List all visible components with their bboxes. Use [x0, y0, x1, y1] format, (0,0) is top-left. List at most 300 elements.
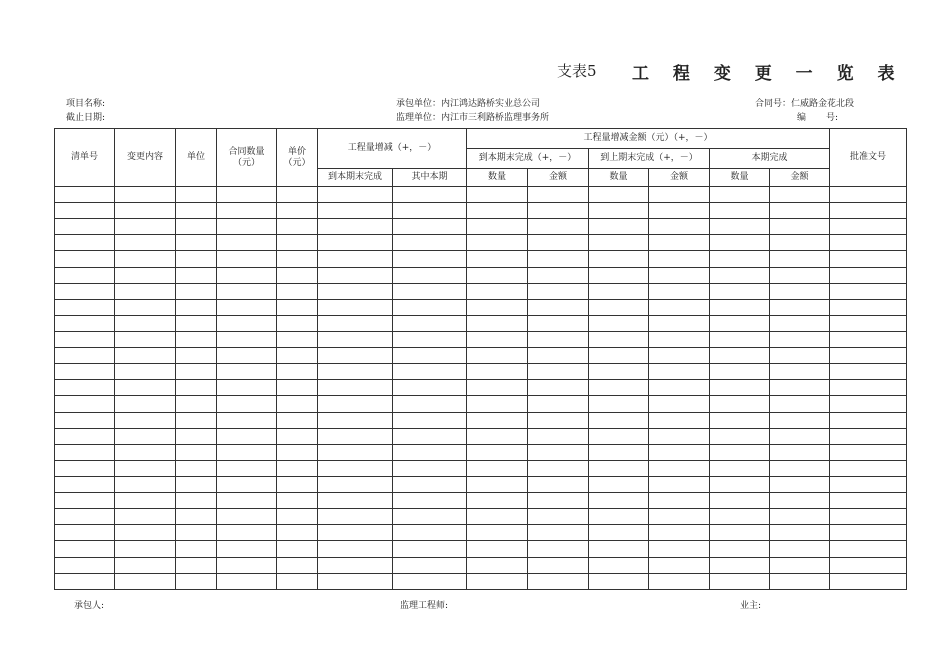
table-cell — [55, 396, 115, 412]
table-cell — [176, 444, 217, 460]
table-cell — [277, 203, 318, 219]
table-cell — [467, 267, 528, 283]
form-number: 支表5 — [557, 62, 597, 80]
cutoff-date-label: 截止日期: — [66, 113, 106, 123]
table-cell — [217, 509, 277, 525]
table-cell — [115, 525, 176, 541]
table-cell — [318, 331, 393, 347]
table-cell — [770, 444, 830, 460]
table-cell — [649, 219, 710, 235]
table-cell — [528, 573, 589, 589]
table-cell — [770, 380, 830, 396]
header-quantity: 数量 — [589, 169, 649, 187]
table-row — [55, 380, 907, 396]
table-cell — [589, 348, 649, 364]
table-cell — [318, 396, 393, 412]
table-cell — [528, 428, 589, 444]
table-cell — [770, 283, 830, 299]
table-cell — [830, 187, 907, 203]
table-cell — [393, 412, 467, 428]
table-cell — [393, 509, 467, 525]
table-cell — [176, 525, 217, 541]
table-row — [55, 509, 907, 525]
table-cell — [115, 541, 176, 557]
table-cell — [830, 396, 907, 412]
serial-number-label: 编 号: — [797, 113, 839, 123]
table-cell — [770, 396, 830, 412]
table-cell — [55, 380, 115, 396]
table-cell — [277, 251, 318, 267]
table-cell — [467, 444, 528, 460]
table-cell — [176, 283, 217, 299]
table-cell — [710, 267, 770, 283]
header-approval-no: 批准文号 — [830, 129, 907, 187]
table-cell — [176, 509, 217, 525]
supervising-engineer-label: 监理工程师: — [400, 601, 449, 611]
header-item-no: 清单号 — [55, 129, 115, 187]
table-cell — [589, 573, 649, 589]
table-cell — [710, 364, 770, 380]
table-cell — [318, 267, 393, 283]
table-row — [55, 476, 907, 492]
table-cell — [217, 364, 277, 380]
table-cell — [770, 235, 830, 251]
table-cell — [217, 203, 277, 219]
header-amount: 金额 — [528, 169, 589, 187]
table-cell — [770, 299, 830, 315]
table-cell — [649, 476, 710, 492]
table-cell — [55, 203, 115, 219]
table-cell — [393, 315, 467, 331]
table-cell — [277, 299, 318, 315]
table-row — [55, 460, 907, 476]
table-cell — [55, 219, 115, 235]
table-cell — [710, 299, 770, 315]
table-cell — [710, 235, 770, 251]
table-cell — [217, 187, 277, 203]
table-cell — [589, 283, 649, 299]
table-cell — [589, 380, 649, 396]
table-cell — [649, 573, 710, 589]
table-cell — [467, 525, 528, 541]
table-cell — [277, 187, 318, 203]
table-cell — [770, 412, 830, 428]
table-cell — [710, 219, 770, 235]
project-name-label: 项目名称: — [66, 99, 106, 109]
table-cell — [830, 525, 907, 541]
table-cell — [589, 476, 649, 492]
table-cell — [830, 509, 907, 525]
table-cell — [318, 251, 393, 267]
table-cell — [528, 380, 589, 396]
table-cell — [710, 203, 770, 219]
table-cell — [528, 283, 589, 299]
table-cell — [830, 203, 907, 219]
table-cell — [710, 525, 770, 541]
table-cell — [318, 299, 393, 315]
table-cell — [277, 476, 318, 492]
table-cell — [176, 299, 217, 315]
header-unit: 单位 — [176, 129, 217, 187]
table-cell — [710, 428, 770, 444]
table-cell — [115, 444, 176, 460]
table-row — [55, 187, 907, 203]
table-cell — [467, 219, 528, 235]
table-cell — [115, 396, 176, 412]
table-cell — [589, 525, 649, 541]
table-cell — [467, 396, 528, 412]
table-cell — [710, 476, 770, 492]
table-row — [55, 219, 907, 235]
table-cell — [55, 331, 115, 347]
table-cell — [115, 493, 176, 509]
table-cell — [115, 187, 176, 203]
table-cell — [115, 428, 176, 444]
table-row — [55, 331, 907, 347]
table-cell — [115, 283, 176, 299]
table-cell — [277, 315, 318, 331]
contractor-signature-label: 承包人: — [74, 601, 105, 611]
table-cell — [589, 251, 649, 267]
table-cell — [589, 396, 649, 412]
table-cell — [589, 187, 649, 203]
table-cell — [393, 331, 467, 347]
table-cell — [830, 444, 907, 460]
table-cell — [318, 364, 393, 380]
table-cell — [55, 299, 115, 315]
table-cell — [589, 219, 649, 235]
table-cell — [649, 541, 710, 557]
table-cell — [770, 267, 830, 283]
table-cell — [277, 493, 318, 509]
table-cell — [830, 541, 907, 557]
table-cell — [318, 283, 393, 299]
table-cell — [528, 364, 589, 380]
table-cell — [830, 476, 907, 492]
header-unit-price-unit: （元） — [283, 157, 311, 168]
table-cell — [467, 412, 528, 428]
table-cell — [770, 476, 830, 492]
table-cell — [770, 219, 830, 235]
table-cell — [176, 557, 217, 573]
table-cell — [710, 557, 770, 573]
change-list-table — [54, 128, 907, 590]
header-contract-qty-unit: （元） — [232, 157, 260, 168]
table-cell — [277, 573, 318, 589]
table-cell — [115, 509, 176, 525]
table-cell — [830, 380, 907, 396]
table-cell — [710, 493, 770, 509]
table-cell — [393, 235, 467, 251]
table-cell — [710, 187, 770, 203]
table-cell — [467, 476, 528, 492]
table-cell — [830, 460, 907, 476]
table-cell — [277, 396, 318, 412]
header-amount-change: 工程量增减金额（元）（+，－） — [467, 129, 830, 149]
table-cell — [115, 203, 176, 219]
header-to-end-previous: 到上期末完成（+，－） — [589, 149, 710, 169]
table-cell — [528, 315, 589, 331]
table-cell — [217, 315, 277, 331]
table-cell — [217, 493, 277, 509]
table-cell — [55, 187, 115, 203]
table-cell — [217, 380, 277, 396]
table-cell — [176, 235, 217, 251]
table-cell — [115, 235, 176, 251]
table-cell — [710, 444, 770, 460]
table-cell — [528, 396, 589, 412]
table-cell — [176, 331, 217, 347]
table-cell — [770, 187, 830, 203]
table-cell — [649, 364, 710, 380]
header-contract-qty — [217, 129, 277, 187]
table-cell — [393, 283, 467, 299]
table-cell — [318, 541, 393, 557]
table-cell — [528, 509, 589, 525]
table-row — [55, 315, 907, 331]
table-cell — [710, 331, 770, 347]
supervisor-unit: 监理单位：内江市三利路桥监理事务所 — [396, 113, 550, 123]
table-cell — [589, 412, 649, 428]
table-cell — [467, 557, 528, 573]
table-cell — [393, 380, 467, 396]
table-cell — [55, 509, 115, 525]
table-cell — [467, 299, 528, 315]
table-cell — [830, 283, 907, 299]
table-cell — [277, 557, 318, 573]
table-cell — [467, 251, 528, 267]
table-cell — [318, 412, 393, 428]
table-cell — [176, 493, 217, 509]
table-cell — [217, 428, 277, 444]
table-cell — [55, 573, 115, 589]
table-cell — [55, 444, 115, 460]
table-row — [55, 573, 907, 589]
table-cell — [467, 331, 528, 347]
table-cell — [393, 460, 467, 476]
table-cell — [55, 525, 115, 541]
table-cell — [318, 509, 393, 525]
table-cell — [277, 348, 318, 364]
owner-label: 业主: — [740, 601, 762, 611]
table-cell — [830, 493, 907, 509]
table-cell — [393, 396, 467, 412]
table-cell — [176, 541, 217, 557]
table-cell — [467, 460, 528, 476]
contract-number: 合同号：仁威路金花北段 — [755, 99, 855, 109]
table-cell — [393, 364, 467, 380]
table-cell — [217, 267, 277, 283]
table-cell — [318, 203, 393, 219]
table-cell — [318, 428, 393, 444]
table-cell — [770, 573, 830, 589]
table-cell — [770, 541, 830, 557]
table-cell — [393, 187, 467, 203]
table-cell — [528, 348, 589, 364]
table-cell — [217, 412, 277, 428]
table-cell — [830, 412, 907, 428]
table-cell — [649, 412, 710, 428]
table-cell — [176, 412, 217, 428]
table-cell — [217, 476, 277, 492]
table-cell — [115, 348, 176, 364]
table-cell — [318, 444, 393, 460]
table-cell — [55, 557, 115, 573]
table-cell — [710, 573, 770, 589]
table-cell — [770, 203, 830, 219]
table-cell — [649, 557, 710, 573]
table-cell — [115, 331, 176, 347]
table-row — [55, 412, 907, 428]
table-cell — [528, 331, 589, 347]
table-cell — [830, 348, 907, 364]
table-cell — [710, 541, 770, 557]
table-cell — [277, 380, 318, 396]
table-cell — [55, 412, 115, 428]
table-cell — [277, 412, 318, 428]
table-cell — [589, 315, 649, 331]
table-cell — [115, 557, 176, 573]
table-cell — [55, 251, 115, 267]
table-cell — [55, 283, 115, 299]
table-cell — [393, 476, 467, 492]
table-row — [55, 557, 907, 573]
table-cell — [55, 541, 115, 557]
table-cell — [318, 348, 393, 364]
table-cell — [277, 444, 318, 460]
header-contract-qty-text: 合同数量 — [228, 146, 265, 157]
table-cell — [649, 187, 710, 203]
header-quantity: 数量 — [467, 169, 528, 187]
table-cell — [318, 573, 393, 589]
table-cell — [770, 251, 830, 267]
table-cell — [176, 187, 217, 203]
table-cell — [176, 348, 217, 364]
table-cell — [393, 299, 467, 315]
table-cell — [318, 460, 393, 476]
table-cell — [649, 283, 710, 299]
table-cell — [393, 267, 467, 283]
table-cell — [115, 573, 176, 589]
table-cell — [318, 525, 393, 541]
table-cell — [55, 476, 115, 492]
table-cell — [467, 187, 528, 203]
table-cell — [467, 573, 528, 589]
table-cell — [589, 235, 649, 251]
table-cell — [217, 283, 277, 299]
table-cell — [710, 396, 770, 412]
table-cell — [528, 219, 589, 235]
header-amount: 金额 — [649, 169, 710, 187]
table-cell — [830, 331, 907, 347]
table-cell — [589, 428, 649, 444]
table-cell — [176, 428, 217, 444]
table-cell — [277, 331, 318, 347]
table-cell — [710, 460, 770, 476]
table-cell — [217, 251, 277, 267]
table-cell — [55, 348, 115, 364]
header-current-period: 本期完成 — [710, 149, 830, 169]
table-cell — [589, 509, 649, 525]
table-cell — [277, 428, 318, 444]
table-cell — [176, 476, 217, 492]
table-cell — [589, 557, 649, 573]
table-cell — [393, 444, 467, 460]
table-cell — [318, 235, 393, 251]
table-cell — [318, 219, 393, 235]
table-cell — [217, 525, 277, 541]
table-cell — [467, 364, 528, 380]
table-cell — [115, 412, 176, 428]
table-cell — [589, 493, 649, 509]
table-cell — [467, 203, 528, 219]
table-cell — [830, 219, 907, 235]
table-cell — [528, 267, 589, 283]
table-cell — [649, 525, 710, 541]
table-row — [55, 541, 907, 557]
table-cell — [589, 299, 649, 315]
table-cell — [277, 460, 318, 476]
table-cell — [55, 267, 115, 283]
table-cell — [176, 251, 217, 267]
table-cell — [467, 509, 528, 525]
table-row — [55, 493, 907, 509]
table-cell — [528, 460, 589, 476]
table-cell — [217, 541, 277, 557]
table-cell — [217, 396, 277, 412]
table-cell — [649, 380, 710, 396]
table-cell — [318, 380, 393, 396]
table-cell — [770, 509, 830, 525]
table-cell — [710, 348, 770, 364]
table-cell — [770, 364, 830, 380]
table-cell — [770, 493, 830, 509]
header-to-end-current: 到本期末完成（+，－） — [467, 149, 589, 169]
table-cell — [55, 364, 115, 380]
page-title: 工 程 变 更 一 览 表 — [632, 64, 904, 84]
table-cell — [589, 541, 649, 557]
header-change-content: 变更内容 — [115, 129, 176, 187]
table-cell — [115, 364, 176, 380]
table-cell — [176, 219, 217, 235]
table-cell — [467, 348, 528, 364]
table-cell — [589, 267, 649, 283]
table-cell — [770, 525, 830, 541]
table-cell — [277, 525, 318, 541]
table-cell — [710, 283, 770, 299]
table-cell — [770, 428, 830, 444]
table-cell — [830, 299, 907, 315]
table-cell — [217, 348, 277, 364]
table-cell — [830, 428, 907, 444]
table-cell — [115, 219, 176, 235]
table-row — [55, 525, 907, 541]
table-cell — [217, 460, 277, 476]
table-cell — [176, 364, 217, 380]
table-cell — [528, 203, 589, 219]
table-cell — [830, 364, 907, 380]
table-cell — [176, 573, 217, 589]
table-cell — [710, 412, 770, 428]
table-cell — [318, 493, 393, 509]
table-cell — [528, 541, 589, 557]
table-cell — [589, 331, 649, 347]
table-cell — [393, 251, 467, 267]
table-row — [55, 299, 907, 315]
table-cell — [277, 364, 318, 380]
table-cell — [649, 331, 710, 347]
table-row — [55, 396, 907, 412]
